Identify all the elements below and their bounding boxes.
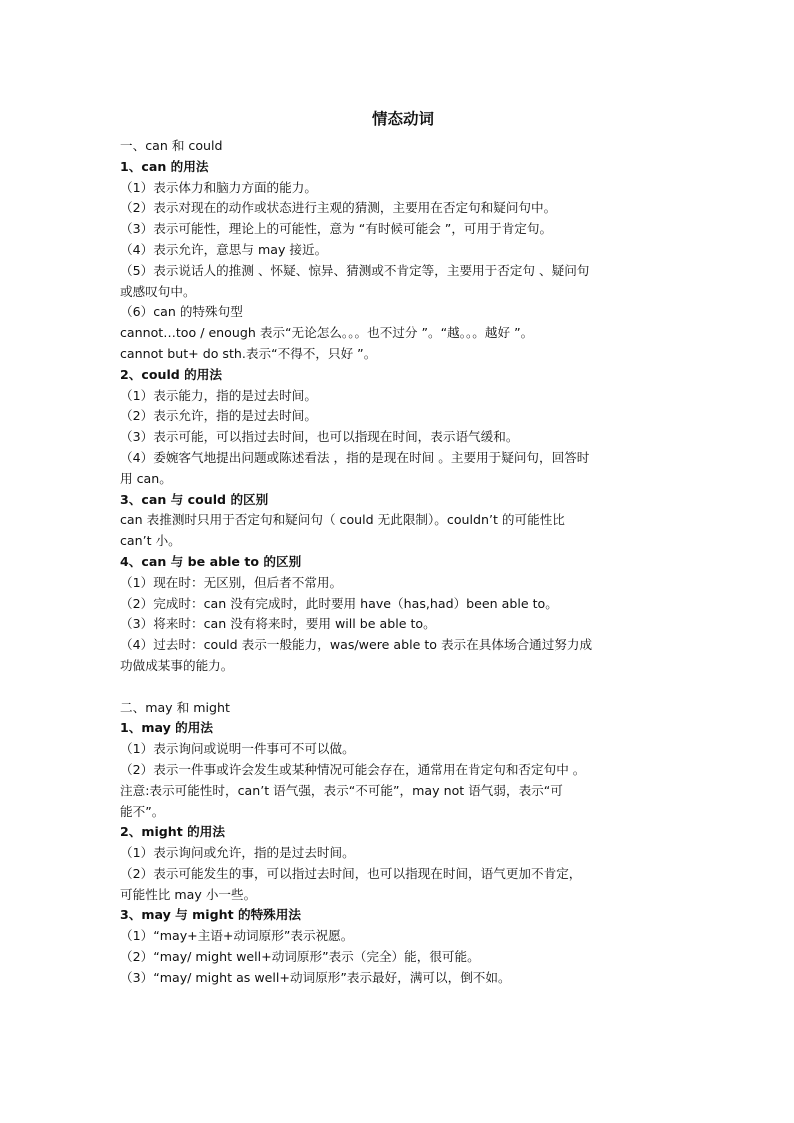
subheading: 2、might 的用法 (120, 824, 225, 840)
text-line: （1）表示询问或说明一件事可不可以做。 (120, 741, 355, 757)
text-line: can’t 小。 (120, 533, 181, 549)
text-line: （1）现在时：无区别，但后者不常用。 (120, 574, 343, 590)
text-line: （5）表示说话人的推测 、怀疑、惊异、猜测或不肯定等，主要用于否定句 、疑问句 (120, 262, 590, 278)
text-line: （1）表示询问或允许，指的是过去时间。 (120, 845, 355, 861)
text-line: （4）表示允许，意思与 may 接近。 (120, 241, 328, 257)
text-line: （2）“may/ might well+动词原形”表示（完全）能，很可能。 (120, 949, 480, 965)
text-line: （3）表示可能性，理论上的可能性，意为 “有时候可能会 ”，可用于肯定句。 (120, 221, 553, 237)
text-line: cannot but+ do sth.表示“不得不，只好 ”。 (120, 345, 377, 361)
subheading: 4、can 与 be able to 的区别 (120, 553, 302, 569)
subheading: 3、can 与 could 的区别 (120, 491, 269, 507)
subheading: 2、could 的用法 (120, 366, 222, 382)
subheading: 1、may 的用法 (120, 720, 213, 736)
text-line: 注意:表示可能性时，can’t 语气强，表示“不可能”，may not 语气弱，表示“可 (120, 782, 563, 798)
section-gap (120, 677, 686, 698)
text-line: （2）表示可能发生的事，可以指过去时间，也可以指现在时间，语气更加不肯定， (120, 865, 582, 881)
text-line: 能不”。 (120, 803, 165, 819)
document-body (120, 136, 686, 989)
document-title: 情态动词 (371, 110, 434, 128)
text-line: 或感叹句中。 (120, 283, 196, 299)
subheading: 3、may 与 might 的特殊用法 (120, 907, 301, 923)
text-line: （3）“may/ might as well+动词原形”表示最好，满可以，倒不如。 (120, 969, 511, 985)
text-line: （2）表示允许，指的是过去时间。 (120, 408, 317, 424)
text-line: （2）表示一件事或许会发生或某种情况可能会存在，通常用在肯定句和否定句中 。 (120, 761, 586, 777)
text-line: （3）表示可能，可以指过去时间，也可以指现在时间，表示语气缓和。 (120, 429, 519, 445)
section-1 (120, 136, 686, 677)
text-line: （6）can 的特殊句型 (120, 304, 243, 320)
text-line: （4）委婉客气地提出问题或陈述看法 ，指的是现在时间 。主要用于疑问句，回答时 (120, 449, 590, 465)
text-line: （1）表示体力和脑力方面的能力。 (120, 179, 317, 195)
text-line: （3）将来时：can 没有将来时，要用 will be able to。 (120, 616, 436, 632)
text-line: cannot…too / enough 表示“无论怎么。。。也不过分 ”。“越。。。越好 ”。 (120, 325, 534, 341)
text-line: can 表推测时只用于否定句和疑问句（ could 无此限制）。couldn’t 的可能性比 (120, 512, 565, 528)
text-line: 一、can 和 could (120, 138, 223, 153)
text-line: 用 can。 (120, 470, 172, 486)
text-line: （1）表示能力，指的是过去时间。 (120, 387, 317, 403)
text-line: 二、may 和 might (120, 699, 230, 715)
text-line: 功做成某事的能力。 (120, 657, 234, 673)
text-line: （1）“may+主语+动词原形”表示祝愿。 (120, 928, 354, 944)
section-2 (120, 698, 686, 989)
text-line: 可能性比 may 小一些。 (120, 886, 257, 902)
subheading: 1、can 的用法 (120, 158, 209, 174)
text-line: （2）完成时：can 没有完成时，此时要用 have（has,had）been able to。 (120, 595, 558, 611)
text-line: （4）过去时：could 表示一般能力，was/were able to 表示在具体场合通过努力成 (120, 637, 593, 653)
document-page (120, 108, 686, 989)
text-line: （2）表示对现在的动作或状态进行主观的猜测，主要用在否定句和疑问句中。 (120, 200, 557, 216)
